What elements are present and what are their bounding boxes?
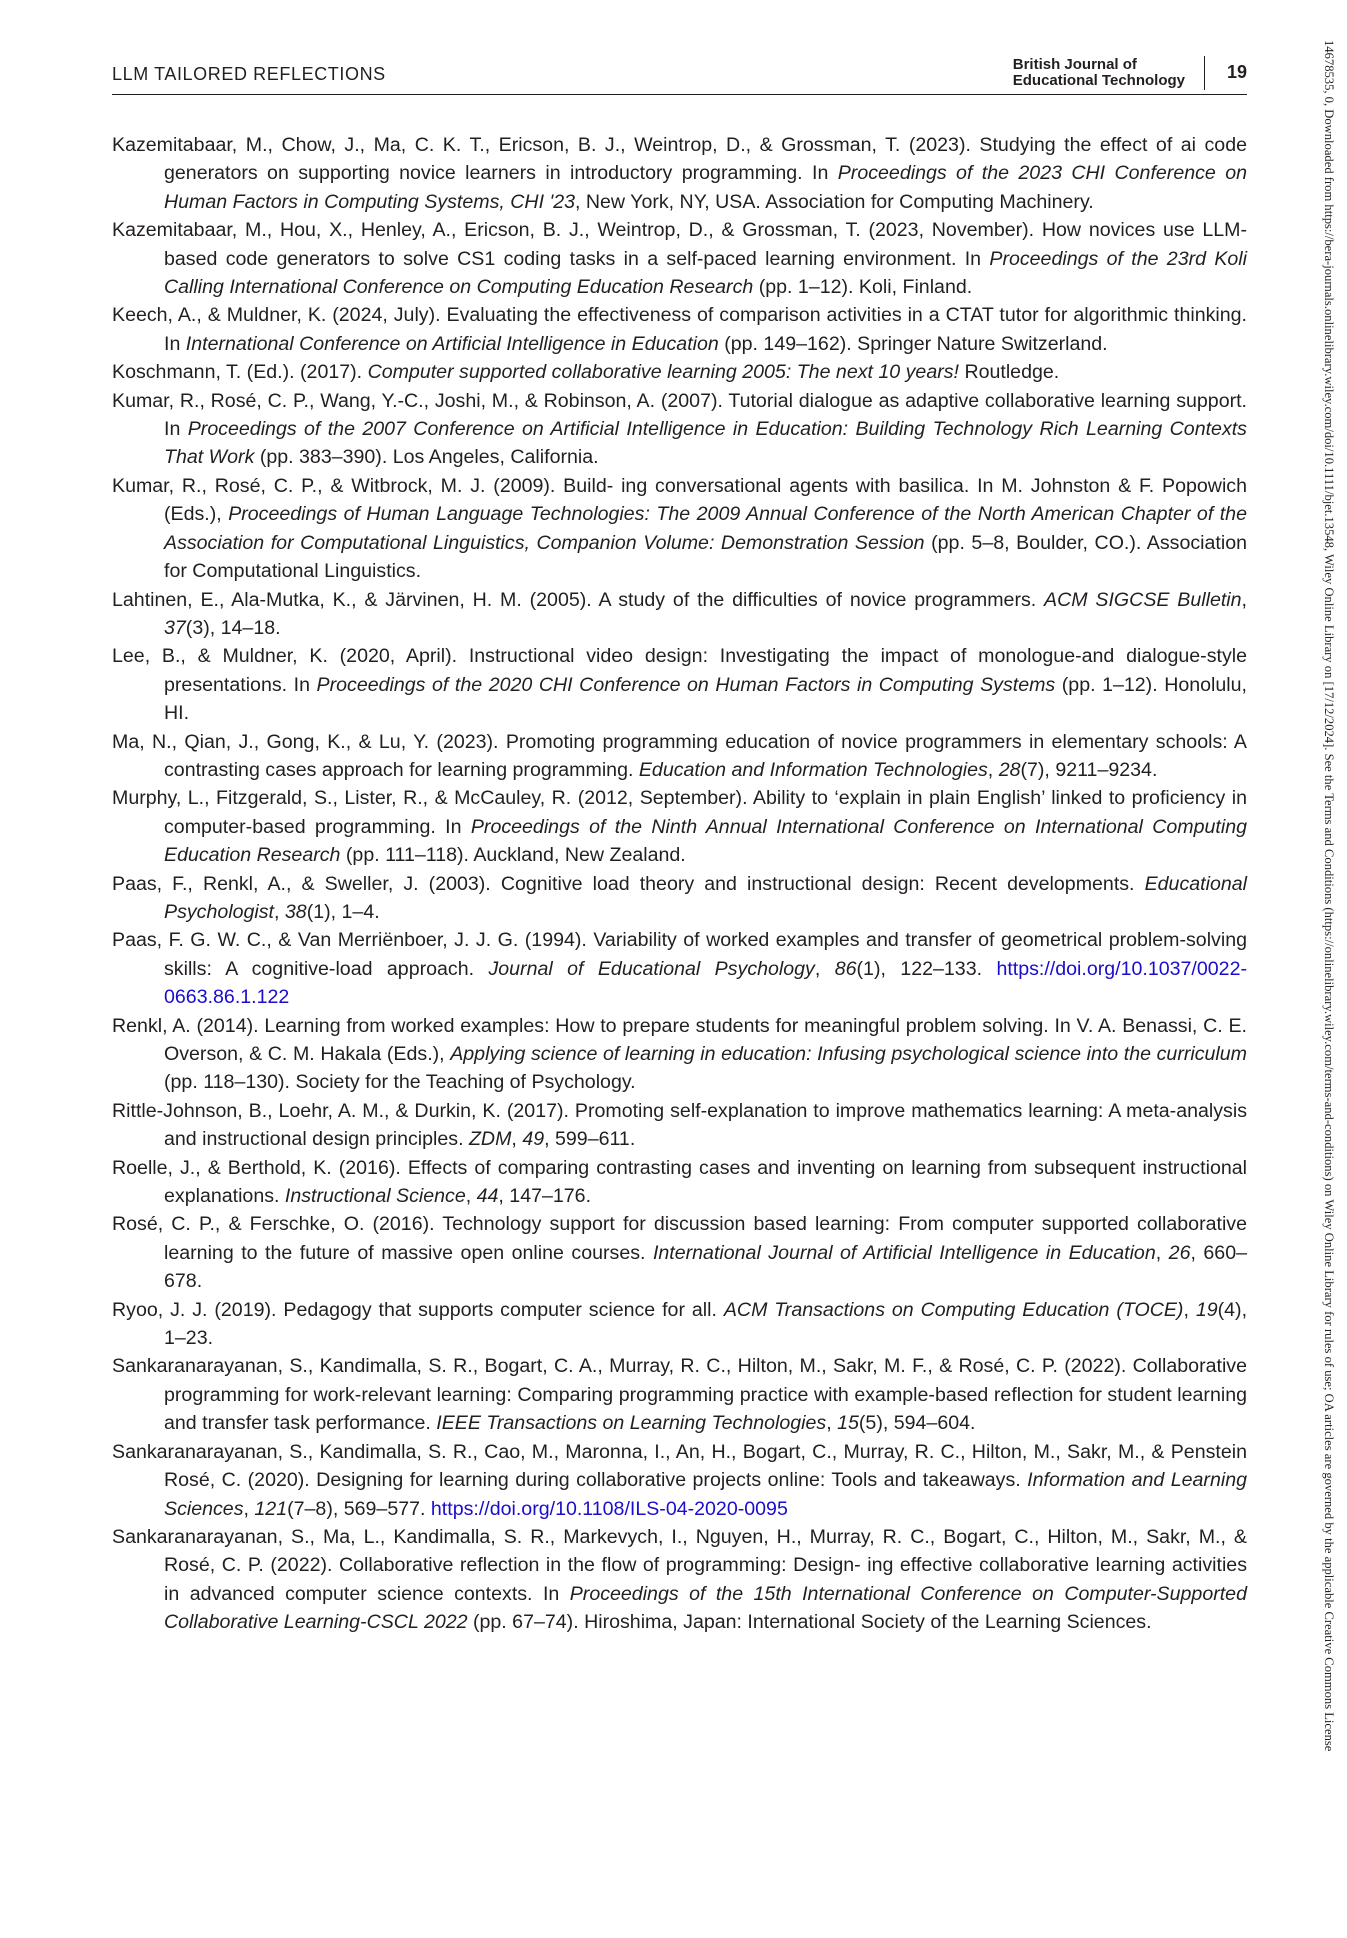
reference-text: , — [243, 1497, 255, 1520]
reference-text: , — [1183, 1298, 1196, 1321]
reference-italic-text: International Conference on Artificial Intelligence in Education — [185, 332, 719, 355]
reference-list — [112, 131, 1247, 1637]
reference-text: , — [826, 1412, 838, 1435]
reference-italic-text: 19 — [1195, 1298, 1218, 1321]
reference-italic-text: 38 — [284, 900, 307, 923]
reference-text: , — [465, 1185, 477, 1208]
reference-text: (pp. 1–12). Koli, Finland. — [753, 276, 973, 299]
page-number: 19 — [1226, 62, 1247, 82]
reference-text: Kumar, R., Rosé, C. P., & Witbrock, M. J. (2009). Build- ing conversational agents with basilica. In M. Johnston & F. Popowich (Eds.), — [112, 474, 1247, 526]
reference-italic-text: IEEE Transactions on Learning Technologies — [436, 1412, 827, 1435]
reference-entry — [112, 216, 1247, 301]
reference-text: Lahtinen, E., Ala-Mutka, K., & Järvinen, H. M. (2005). A study of the difficulties of novice programmers. — [112, 588, 1045, 611]
reference-italic-text: 86 — [834, 957, 857, 980]
reference-text: , 147–176. — [498, 1185, 592, 1208]
journal-name-line1: British Journal of — [1012, 56, 1137, 73]
reference-text: , — [274, 900, 285, 923]
reference-entry — [112, 472, 1247, 586]
reference-text: (pp. 111–118). Auckland, New Zealand. — [340, 844, 686, 867]
reference-text: , New York, NY, USA. Association for Computing Machinery. — [575, 190, 1094, 213]
reference-italic-text: Information and Learning Sciences — [164, 1469, 1247, 1520]
reference-text: (5), 594–604. — [858, 1412, 976, 1435]
reference-text: (1), 1–4. — [306, 900, 380, 923]
reference-entry — [112, 131, 1247, 216]
page-header — [112, 54, 1247, 95]
reference-text: Ma, N., Qian, J., Gong, K., & Lu, Y. (2023). Promoting programming education of novice programmers in elementary schools: A contrasting cases approach for learning programming. — [112, 730, 1247, 781]
running-title: LLM TAILORED REFLECTIONS — [112, 64, 386, 84]
reference-text: Sankaranarayanan, S., Kandimalla, S. R., Bogart, C. A., Murray, R. C., Hilton, M., Sakr, M. F., & Rosé, C. P. (2022). Collaborative programming for work-relevant learning: Comparing programming practice with example-based reflection for student learning and transfer task performance. — [112, 1355, 1247, 1435]
reference-text: , — [511, 1128, 523, 1151]
reference-text: Sankaranarayanan, S., Ma, L., Kandimalla, S. R., Markevych, I., Nguyen, H., Murray, R. C., Bogart, C., Hilton, M., Sakr, M., & Rosé, C. P. (2022). Collaborative reflection in the flow of programming: Design- ing effective collaborative learning activities in advanced computer science contexts. In — [112, 1525, 1247, 1605]
reference-italic-text: Journal of Educational Psychology — [488, 957, 815, 980]
journal-name — [1013, 57, 1185, 89]
reference-italic-text: International Journal of Artificial Intelligence in Education — [652, 1241, 1156, 1264]
reference-italic-text: Proceedings of the Ninth Annual International Conference on International Computing Education Research — [164, 815, 1247, 867]
download-notice: 14678535, 0, Downloaded from https://bera-journals.onlinelibrary.wiley.com/doi/10.1111/bjet.13548, Wiley Online Library on [17/12/2024]. See the Terms and Conditions (https://onlinelibrary.wiley.com/terms-and-conditions) on Wiley Online Library for rules of use; OA articles are governed by the applicable Creative Commons License — [1322, 40, 1336, 1752]
reference-entry — [112, 642, 1247, 727]
reference-entry — [112, 1438, 1247, 1523]
reference-italic-text: 37 — [164, 616, 186, 639]
reference-italic-text: Education and Information Technologies — [638, 758, 988, 781]
reference-italic-text: Applying science of learning in education: Infusing psychological science into the curriculum — [450, 1043, 1247, 1065]
reference-entry — [112, 1097, 1247, 1154]
reference-text: Ryoo, J. J. (2019). Pedagogy that supports computer science for all. — [112, 1298, 724, 1321]
reference-text: Murphy, L., Fitzgerald, S., Lister, R., & McCauley, R. (2012, September). Ability to ‘explain in plain English’ linked to proficiency in computer-based programming. In — [112, 787, 1247, 838]
reference-text: Kazemitabaar, M., Hou, X., Henley, A., Ericson, B. J., Weintrop, D., & Grossman, T. (2023, November). How novices use LLM-based code generators to solve CS1 coding tasks in a self-paced learning environment. In — [112, 219, 1247, 270]
reference-text: , — [1155, 1241, 1169, 1264]
doi-link[interactable]: https://doi.org/10.1108/ILS-04-2020-0095 — [430, 1497, 788, 1520]
reference-text: Paas, F. G. W. C., & Van Merriënboer, J. J. G. (1994). Variability of worked examples and transfer of geometrical problem-solving skills: A cognitive-load approach. — [112, 929, 1247, 980]
reference-text: Keech, A., & Muldner, K. (2024, July). Evaluating the effectiveness of comparison activities in a CTAT tutor for algorithmic thinking. In — [112, 304, 1247, 355]
reference-entry — [112, 926, 1247, 1011]
reference-text: , — [814, 957, 835, 980]
reference-italic-text: 44 — [476, 1185, 499, 1208]
reference-entry — [112, 728, 1247, 785]
reference-entry — [112, 1012, 1247, 1097]
reference-text: Rosé, C. P., & Ferschke, O. (2016). Technology support for discussion based learning: From computer supported collaborative learning to the future of massive open online courses. — [112, 1213, 1247, 1264]
reference-text: Renkl, A. (2014). Learning from worked examples: How to prepare students for meaningful problem solving. In V. A. Benassi, C. E. Overson, & C. M. Hakala (Eds.), — [112, 1014, 1247, 1065]
reference-italic-text: Proceedings of the 2023 CHI Conference on Human Factors in Computing Systems, CHI '23 — [164, 162, 1247, 213]
reference-italic-text: Proceedings of the 23rd Koli Calling International Conference on Computing Education Research — [164, 247, 1247, 299]
journal-name-line2: Educational Technology — [1012, 72, 1185, 89]
reference-entry — [112, 1352, 1247, 1437]
reference-italic-text: Educational Psychologist — [164, 872, 1247, 923]
reference-text: Routledge. — [959, 361, 1060, 384]
reference-italic-text: 121 — [254, 1497, 288, 1520]
reference-italic-text: Computer supported collaborative learning 2005: The next 10 years! — [367, 361, 959, 384]
reference-entry — [112, 1523, 1247, 1637]
reference-entry — [112, 1296, 1247, 1353]
reference-italic-text: 15 — [837, 1412, 859, 1435]
reference-text: Rittle-Johnson, B., Loehr, A. M., & Durkin, K. (2017). Promoting self-explanation to improve mathematics learning: A meta-analysis and instructional design principles. — [112, 1099, 1247, 1151]
reference-text: (pp. 149–162). Springer Nature Switzerland. — [718, 332, 1108, 355]
header-divider — [1204, 56, 1206, 90]
reference-text: (pp. 118–130). Society for the Teaching of Psychology. — [164, 1071, 636, 1094]
reference-text: (pp. 383–390). Los Angeles, California. — [254, 446, 599, 469]
reference-text: Paas, F., Renkl, A., & Sweller, J. (2003). Cognitive load theory and instructional design: Recent developments. — [112, 872, 1145, 895]
reference-text: , 660–678. — [164, 1241, 1247, 1293]
reference-italic-text: 49 — [522, 1128, 545, 1151]
reference-text: Kazemitabaar, M., Chow, J., Ma, C. K. T., Ericson, B. J., Weintrop, D., & Grossman, T. (2023). Studying the effect of ai code generators on supporting novice learners in introductory programming. In — [112, 134, 1247, 185]
reference-entry — [112, 387, 1247, 472]
reference-text: Kumar, R., Rosé, C. P., Wang, Y.-C., Joshi, M., & Robinson, A. (2007). Tutorial dialogue as adaptive collaborative learning support. In — [112, 389, 1247, 441]
reference-text: (pp. 1–12). Honolulu, HI. — [164, 673, 1247, 725]
reference-italic-text: Proceedings of the 2020 CHI Conference on Human Factors in Computing Systems — [316, 673, 1056, 696]
reference-text: , — [1241, 588, 1247, 611]
reference-entry — [112, 784, 1247, 869]
reference-entry — [112, 586, 1247, 643]
reference-text: , — [987, 758, 999, 781]
doi-link[interactable]: https://doi.org/10.1037/0022-0663.86.1.122 — [164, 957, 1247, 1009]
reference-entry — [112, 1210, 1247, 1295]
reference-text: (4), 1–23. — [164, 1298, 1248, 1350]
reference-text: (7), 9211–9234. — [1020, 758, 1158, 781]
reference-italic-text: ZDM — [468, 1128, 512, 1151]
reference-italic-text: Proceedings of Human Language Technologies: The 2009 Annual Conference of the North American Chapter of the Association for Computational Linguistics, Companion Volume: Demonstration Session — [164, 503, 1247, 554]
reference-entry — [112, 358, 1247, 386]
reference-italic-text: 26 — [1168, 1241, 1191, 1264]
reference-text: Roelle, J., & Berthold, K. (2016). Effects of comparing contrasting cases and inventing on learning from subsequent instructional explanations. — [112, 1156, 1247, 1208]
reference-italic-text: 28 — [998, 758, 1021, 781]
reference-entry — [112, 1154, 1247, 1211]
reference-italic-text: ACM Transactions on Computing Education (TOCE) — [723, 1298, 1184, 1321]
reference-italic-text: Proceedings of the 2007 Conference on Artificial Intelligence in Education: Building Technology Rich Learning Contexts That Work — [164, 418, 1247, 469]
reference-entry — [112, 870, 1247, 927]
reference-text: Koschmann, T. (Ed.). (2017). — [112, 361, 368, 384]
reference-text: , 599–611. — [544, 1128, 636, 1151]
reference-text: (7–8), 569–577. — [287, 1497, 431, 1520]
reference-text: (pp. 5–8, Boulder, CO.). Association for Computational Linguistics. — [164, 531, 1247, 583]
reference-text: Lee, B., & Muldner, K. (2020, April). Instructional video design: Investigating the impact of monologue-and dialogue-style presentations. In — [112, 645, 1247, 696]
reference-text: (3), 14–18. — [185, 616, 281, 639]
reference-text: (pp. 67–74). Hiroshima, Japan: International Society of the Learning Sciences. — [467, 1611, 1152, 1634]
reference-italic-text: ACM SIGCSE Bulletin — [1044, 588, 1242, 611]
reference-italic-text: Proceedings of the 15th International Conference on Computer-Supported Collaborative Learning-CSCL 2022 — [164, 1582, 1247, 1634]
reference-text: (1), 122–133. — [856, 957, 997, 980]
reference-entry — [112, 301, 1247, 358]
reference-italic-text: Instructional Science — [284, 1185, 466, 1208]
reference-text: Sankaranarayanan, S., Kandimalla, S. R., Cao, M., Maronna, I., An, H., Bogart, C., Murray, R. C., Hilton, M., Sakr, M., & Penstein Rosé, C. (2020). Designing for learning during collaborative projects online: Tools and takeaways. — [112, 1440, 1247, 1492]
